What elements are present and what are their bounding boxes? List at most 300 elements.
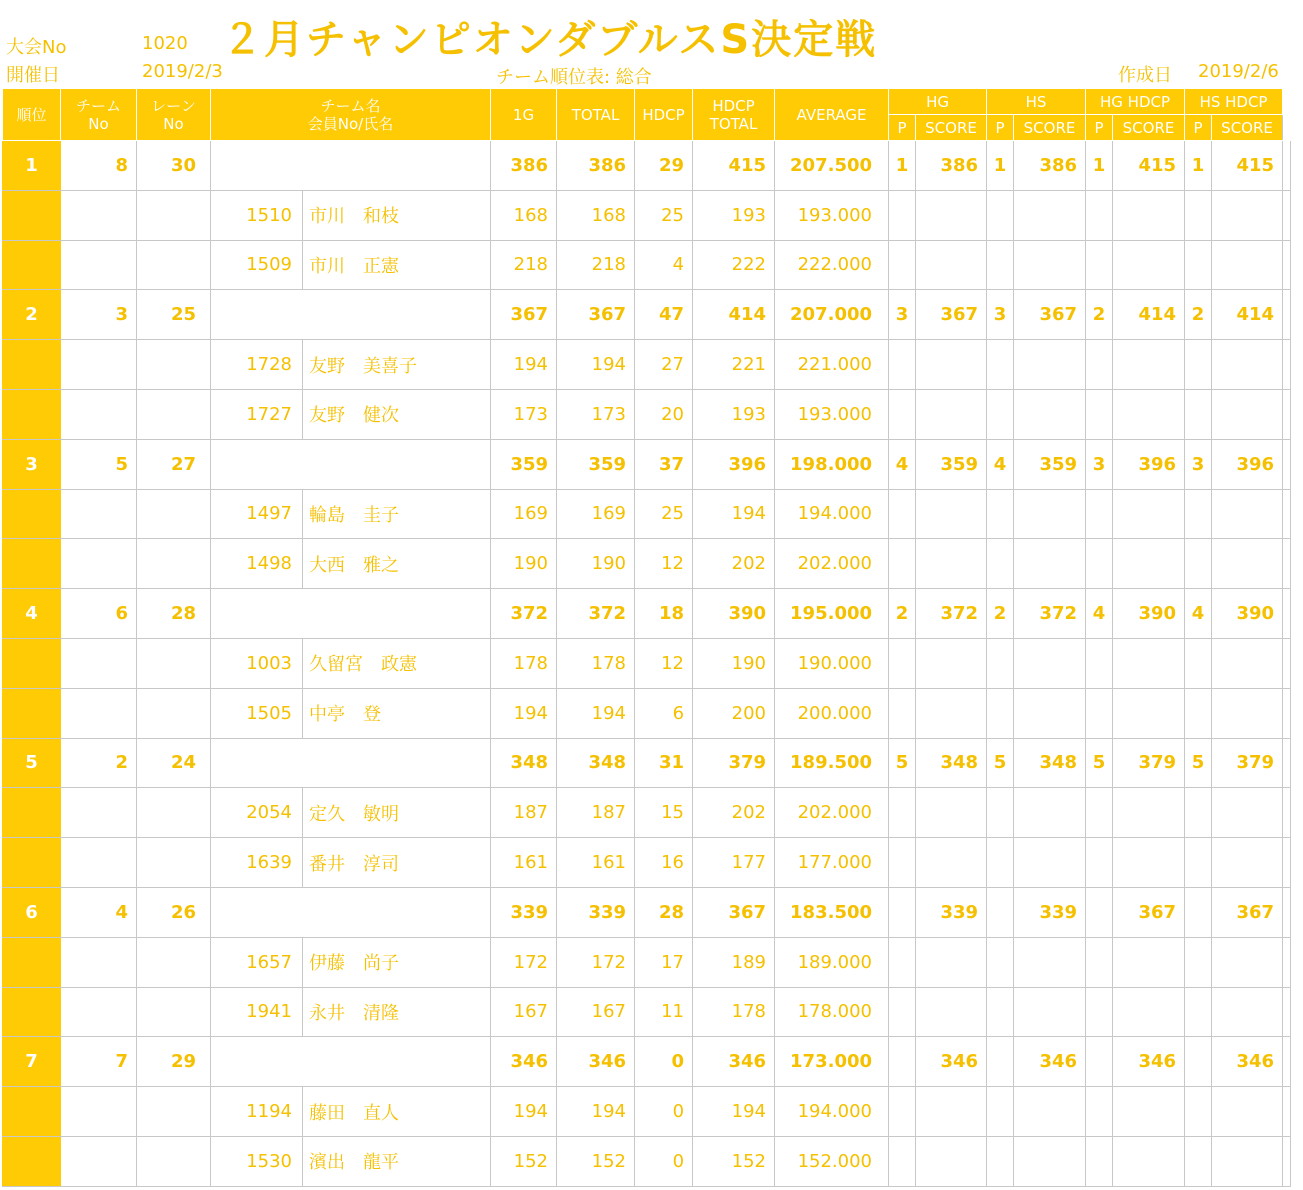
empty-cell bbox=[1185, 539, 1212, 589]
empty-cell bbox=[1113, 838, 1185, 888]
g1-cell: 194 bbox=[491, 1087, 557, 1137]
g1-cell: 168 bbox=[491, 190, 557, 240]
member-no-cell: 2054 bbox=[211, 788, 303, 838]
hs-score-cell: 372 bbox=[1014, 589, 1086, 639]
hg-place-cell: 4 bbox=[889, 439, 916, 489]
hdcp-total-cell: 200 bbox=[693, 688, 775, 738]
empty-cell bbox=[1185, 389, 1212, 439]
empty-cell bbox=[1086, 1087, 1113, 1137]
lane-no-cell bbox=[137, 489, 211, 539]
team-no-cell bbox=[61, 838, 137, 888]
hdcp-total-cell: 221 bbox=[693, 340, 775, 390]
col-rank: 順位 bbox=[3, 89, 61, 141]
page-title: ２月チャンピオンダブルスS決定戦 bbox=[222, 17, 878, 63]
member-row bbox=[3, 937, 1291, 987]
empty-cell bbox=[1014, 190, 1086, 240]
average-cell: 178.000 bbox=[775, 987, 889, 1037]
hs-hdcp-score-cell: 396 bbox=[1212, 439, 1283, 489]
g1-cell: 172 bbox=[491, 937, 557, 987]
member-no-cell: 1728 bbox=[211, 340, 303, 390]
rank-cell: 4 bbox=[3, 589, 61, 639]
hg-hdcp-place-cell: 1 bbox=[1086, 141, 1113, 191]
average-cell: 183.500 bbox=[775, 887, 889, 937]
hg-hdcp-score-cell: 390 bbox=[1113, 589, 1185, 639]
member-no-cell: 1941 bbox=[211, 987, 303, 1037]
hdcp-cell: 27 bbox=[635, 340, 693, 390]
filler-cell bbox=[1283, 141, 1291, 191]
empty-cell bbox=[916, 1087, 987, 1137]
empty-cell bbox=[987, 190, 1014, 240]
team-no-cell: 2 bbox=[61, 738, 137, 788]
hs-place-cell: 2 bbox=[987, 589, 1014, 639]
empty-cell bbox=[1113, 638, 1185, 688]
filler-cell bbox=[1283, 788, 1291, 838]
col-hg-p: P bbox=[889, 115, 916, 141]
total-cell: 187 bbox=[557, 788, 635, 838]
lane-no-cell bbox=[137, 340, 211, 390]
member-row bbox=[3, 489, 1291, 539]
hdcp-cell: 11 bbox=[635, 987, 693, 1037]
total-cell: 161 bbox=[557, 838, 635, 888]
hdcp-total-cell: 190 bbox=[693, 638, 775, 688]
empty-cell bbox=[1113, 937, 1185, 987]
empty-cell bbox=[987, 389, 1014, 439]
average-cell: 193.000 bbox=[775, 190, 889, 240]
col-hgh-score: SCORE bbox=[1113, 115, 1185, 141]
rank-cell: 5 bbox=[3, 738, 61, 788]
empty-cell bbox=[916, 838, 987, 888]
hdcp-total-cell: 379 bbox=[693, 738, 775, 788]
empty-cell bbox=[889, 937, 916, 987]
hdcp-cell: 0 bbox=[635, 1037, 693, 1087]
rank-cell: 7 bbox=[3, 1037, 61, 1087]
average-cell: 189.500 bbox=[775, 738, 889, 788]
team-no-cell: 8 bbox=[61, 141, 137, 191]
hg-place-cell: 5 bbox=[889, 738, 916, 788]
hs-score-cell: 348 bbox=[1014, 738, 1086, 788]
col-hs-hdcp: HS HDCP bbox=[1185, 89, 1283, 115]
member-name-cell: 市川 和枝 bbox=[303, 190, 491, 240]
team-no-cell bbox=[61, 389, 137, 439]
filler-cell bbox=[1283, 738, 1291, 788]
rank-cell bbox=[3, 240, 61, 290]
filler-cell bbox=[1283, 290, 1291, 340]
empty-cell bbox=[1086, 638, 1113, 688]
team-no-cell bbox=[61, 1136, 137, 1186]
total-cell: 168 bbox=[557, 190, 635, 240]
member-name-cell: 市川 正憲 bbox=[303, 240, 491, 290]
empty-cell bbox=[1185, 638, 1212, 688]
average-cell: 207.000 bbox=[775, 290, 889, 340]
hdcp-cell: 12 bbox=[635, 539, 693, 589]
empty-cell bbox=[1212, 240, 1283, 290]
team-no-cell bbox=[61, 638, 137, 688]
empty-cell bbox=[889, 1087, 916, 1137]
empty-cell bbox=[889, 838, 916, 888]
empty-cell bbox=[916, 638, 987, 688]
lane-no-cell bbox=[137, 1136, 211, 1186]
empty-cell bbox=[1086, 489, 1113, 539]
rank-cell bbox=[3, 340, 61, 390]
g1-cell: 190 bbox=[491, 539, 557, 589]
hs-hdcp-score-cell: 414 bbox=[1212, 290, 1283, 340]
lane-no-cell: 30 bbox=[137, 141, 211, 191]
rank-cell bbox=[3, 788, 61, 838]
hg-hdcp-score-cell: 346 bbox=[1113, 1037, 1185, 1087]
hs-score-cell: 367 bbox=[1014, 290, 1086, 340]
average-cell: 194.000 bbox=[775, 1087, 889, 1137]
member-row bbox=[3, 389, 1291, 439]
team-no-cell: 7 bbox=[61, 1037, 137, 1087]
created-date: 2019/2/6 bbox=[1198, 61, 1279, 82]
total-cell: 359 bbox=[557, 439, 635, 489]
empty-cell bbox=[1014, 987, 1086, 1037]
member-name-cell: 濱出 龍平 bbox=[303, 1136, 491, 1186]
hs-hdcp-score-cell: 390 bbox=[1212, 589, 1283, 639]
empty-cell bbox=[987, 1136, 1014, 1186]
average-cell: 193.000 bbox=[775, 389, 889, 439]
member-no-cell: 1530 bbox=[211, 1136, 303, 1186]
hg-hdcp-place-cell: 5 bbox=[1086, 738, 1113, 788]
empty-cell bbox=[916, 190, 987, 240]
rank-cell bbox=[3, 838, 61, 888]
hg-place-cell: 1 bbox=[889, 141, 916, 191]
empty-cell bbox=[1212, 838, 1283, 888]
empty-cell bbox=[1185, 489, 1212, 539]
total-cell: 172 bbox=[557, 937, 635, 987]
empty-cell bbox=[1185, 688, 1212, 738]
col-team-no: チーム No bbox=[61, 89, 137, 141]
lane-no-cell bbox=[137, 838, 211, 888]
col-hdcp: HDCP bbox=[635, 89, 693, 141]
empty-cell bbox=[1185, 340, 1212, 390]
filler-cell bbox=[1283, 240, 1291, 290]
filler-cell bbox=[1283, 887, 1291, 937]
col-hsh-score: SCORE bbox=[1212, 115, 1283, 141]
team-no-cell bbox=[61, 340, 137, 390]
hs-hdcp-place-cell: 2 bbox=[1185, 290, 1212, 340]
hdcp-total-cell: 193 bbox=[693, 190, 775, 240]
empty-cell bbox=[1212, 389, 1283, 439]
empty-cell bbox=[1113, 1136, 1185, 1186]
empty-cell bbox=[1185, 788, 1212, 838]
team-no-cell: 5 bbox=[61, 439, 137, 489]
empty-cell bbox=[1212, 489, 1283, 539]
empty-cell bbox=[1212, 987, 1283, 1037]
tournament-no: 1020 bbox=[142, 33, 188, 54]
member-name-cell: 番井 淳司 bbox=[303, 838, 491, 888]
member-row bbox=[3, 788, 1291, 838]
hs-score-cell: 346 bbox=[1014, 1037, 1086, 1087]
team-name-cell bbox=[211, 439, 491, 489]
empty-cell bbox=[1212, 937, 1283, 987]
empty-cell bbox=[1113, 340, 1185, 390]
member-row bbox=[3, 240, 1291, 290]
average-cell: 152.000 bbox=[775, 1136, 889, 1186]
empty-cell bbox=[1086, 838, 1113, 888]
member-no-cell: 1510 bbox=[211, 190, 303, 240]
g1-cell: 348 bbox=[491, 738, 557, 788]
lane-no-cell bbox=[137, 539, 211, 589]
empty-cell bbox=[916, 788, 987, 838]
hdcp-total-cell: 222 bbox=[693, 240, 775, 290]
team-no-cell bbox=[61, 937, 137, 987]
rank-cell bbox=[3, 539, 61, 589]
empty-cell bbox=[1185, 190, 1212, 240]
hg-hdcp-score-cell: 415 bbox=[1113, 141, 1185, 191]
total-cell: 367 bbox=[557, 290, 635, 340]
hs-place-cell: 3 bbox=[987, 290, 1014, 340]
empty-cell bbox=[889, 340, 916, 390]
g1-cell: 194 bbox=[491, 688, 557, 738]
g1-cell: 386 bbox=[491, 141, 557, 191]
member-name-cell: 伊藤 尚子 bbox=[303, 937, 491, 987]
empty-cell bbox=[987, 987, 1014, 1037]
empty-cell bbox=[1113, 240, 1185, 290]
g1-cell: 152 bbox=[491, 1136, 557, 1186]
hs-score-cell: 359 bbox=[1014, 439, 1086, 489]
team-no-cell bbox=[61, 688, 137, 738]
total-cell: 169 bbox=[557, 489, 635, 539]
hdcp-total-cell: 390 bbox=[693, 589, 775, 639]
empty-cell bbox=[1086, 1136, 1113, 1186]
lane-no-cell bbox=[137, 1087, 211, 1137]
filler-cell bbox=[1283, 638, 1291, 688]
team-name-cell bbox=[211, 141, 491, 191]
team-row bbox=[3, 738, 1291, 788]
team-name-cell bbox=[211, 887, 491, 937]
team-no-cell: 3 bbox=[61, 290, 137, 340]
average-cell: 189.000 bbox=[775, 937, 889, 987]
empty-cell bbox=[916, 688, 987, 738]
hs-place-cell: 5 bbox=[987, 738, 1014, 788]
filler-cell bbox=[1283, 539, 1291, 589]
hs-hdcp-place-cell: 4 bbox=[1185, 589, 1212, 639]
empty-cell bbox=[1014, 1136, 1086, 1186]
lane-no-cell: 24 bbox=[137, 738, 211, 788]
team-name-cell bbox=[211, 290, 491, 340]
member-no-cell: 1497 bbox=[211, 489, 303, 539]
col-lane-no: レーン No bbox=[137, 89, 211, 141]
hdcp-cell: 47 bbox=[635, 290, 693, 340]
hdcp-total-cell: 414 bbox=[693, 290, 775, 340]
member-name-cell: 中亭 登 bbox=[303, 688, 491, 738]
filler-cell bbox=[1283, 589, 1291, 639]
empty-cell bbox=[1212, 1087, 1283, 1137]
hdcp-cell: 4 bbox=[635, 240, 693, 290]
team-row bbox=[3, 1037, 1291, 1087]
hdcp-total-cell: 346 bbox=[693, 1037, 775, 1087]
hg-place-cell: 3 bbox=[889, 290, 916, 340]
hdcp-cell: 31 bbox=[635, 738, 693, 788]
filler-cell bbox=[1283, 439, 1291, 489]
lane-no-cell bbox=[137, 788, 211, 838]
member-row bbox=[3, 688, 1291, 738]
empty-cell bbox=[1185, 838, 1212, 888]
total-cell: 178 bbox=[557, 638, 635, 688]
team-no-cell bbox=[61, 190, 137, 240]
hg-score-cell: 346 bbox=[916, 1037, 987, 1087]
lane-no-cell bbox=[137, 937, 211, 987]
empty-cell bbox=[1086, 788, 1113, 838]
filler-cell bbox=[1283, 190, 1291, 240]
hdcp-cell: 18 bbox=[635, 589, 693, 639]
team-name-cell bbox=[211, 738, 491, 788]
empty-cell bbox=[916, 987, 987, 1037]
empty-cell bbox=[1113, 539, 1185, 589]
hg-hdcp-score-cell: 379 bbox=[1113, 738, 1185, 788]
filler-cell bbox=[1283, 389, 1291, 439]
empty-cell bbox=[1086, 688, 1113, 738]
hg-score-cell: 359 bbox=[916, 439, 987, 489]
empty-cell bbox=[916, 1136, 987, 1186]
empty-cell bbox=[889, 489, 916, 539]
table-label: チーム順位表: 総合 bbox=[496, 67, 652, 88]
hdcp-total-cell: 202 bbox=[693, 788, 775, 838]
average-cell: 190.000 bbox=[775, 638, 889, 688]
empty-cell bbox=[1113, 1087, 1185, 1137]
team-no-cell bbox=[61, 489, 137, 539]
g1-cell: 173 bbox=[491, 389, 557, 439]
empty-cell bbox=[1212, 638, 1283, 688]
hs-score-cell: 339 bbox=[1014, 887, 1086, 937]
lane-no-cell: 29 bbox=[137, 1037, 211, 1087]
col-hg-hdcp: HG HDCP bbox=[1086, 89, 1185, 115]
empty-cell bbox=[987, 638, 1014, 688]
average-cell: 222.000 bbox=[775, 240, 889, 290]
team-no-cell bbox=[61, 788, 137, 838]
member-name-cell: 輪島 圭子 bbox=[303, 489, 491, 539]
member-row bbox=[3, 1136, 1291, 1186]
rank-cell bbox=[3, 1136, 61, 1186]
g1-cell: 167 bbox=[491, 987, 557, 1037]
filler-cell bbox=[1283, 987, 1291, 1037]
hs-place-cell bbox=[987, 1037, 1014, 1087]
hg-hdcp-place-cell: 4 bbox=[1086, 589, 1113, 639]
hs-hdcp-place-cell: 5 bbox=[1185, 738, 1212, 788]
total-cell: 386 bbox=[557, 141, 635, 191]
hdcp-cell: 0 bbox=[635, 1136, 693, 1186]
hs-hdcp-score-cell: 346 bbox=[1212, 1037, 1283, 1087]
hs-hdcp-place-cell: 1 bbox=[1185, 141, 1212, 191]
average-cell: 195.000 bbox=[775, 589, 889, 639]
empty-cell bbox=[1014, 489, 1086, 539]
col-hs-p: P bbox=[987, 115, 1014, 141]
lane-no-cell: 25 bbox=[137, 290, 211, 340]
team-name-cell bbox=[211, 589, 491, 639]
hg-score-cell: 348 bbox=[916, 738, 987, 788]
hg-hdcp-place-cell: 2 bbox=[1086, 290, 1113, 340]
team-row bbox=[3, 290, 1291, 340]
empty-cell bbox=[889, 688, 916, 738]
filler-cell bbox=[1283, 489, 1291, 539]
empty-cell bbox=[889, 1136, 916, 1186]
col-average: AVERAGE bbox=[775, 89, 889, 141]
hg-place-cell: 2 bbox=[889, 589, 916, 639]
lane-no-cell bbox=[137, 987, 211, 1037]
lane-no-cell bbox=[137, 638, 211, 688]
empty-cell bbox=[1212, 539, 1283, 589]
total-cell: 167 bbox=[557, 987, 635, 1037]
lane-no-cell: 26 bbox=[137, 887, 211, 937]
member-name-cell: 友野 健次 bbox=[303, 389, 491, 439]
g1-cell: 169 bbox=[491, 489, 557, 539]
empty-cell bbox=[1185, 937, 1212, 987]
empty-cell bbox=[1086, 539, 1113, 589]
date-label: 開催日 bbox=[6, 65, 60, 86]
hg-hdcp-place-cell: 3 bbox=[1086, 439, 1113, 489]
hdcp-total-cell: 178 bbox=[693, 987, 775, 1037]
hg-score-cell: 372 bbox=[916, 589, 987, 639]
hg-score-cell: 367 bbox=[916, 290, 987, 340]
total-cell: 194 bbox=[557, 1087, 635, 1137]
empty-cell bbox=[1113, 788, 1185, 838]
hs-hdcp-score-cell: 379 bbox=[1212, 738, 1283, 788]
empty-cell bbox=[987, 688, 1014, 738]
empty-cell bbox=[1014, 240, 1086, 290]
member-name-cell: 定久 敏明 bbox=[303, 788, 491, 838]
empty-cell bbox=[1014, 638, 1086, 688]
hdcp-total-cell: 396 bbox=[693, 439, 775, 489]
member-no-cell: 1657 bbox=[211, 937, 303, 987]
member-no-cell: 1498 bbox=[211, 539, 303, 589]
empty-cell bbox=[1086, 190, 1113, 240]
empty-cell bbox=[889, 987, 916, 1037]
col-hg: HG bbox=[889, 89, 987, 115]
empty-cell bbox=[1113, 389, 1185, 439]
total-cell: 190 bbox=[557, 539, 635, 589]
total-cell: 173 bbox=[557, 389, 635, 439]
hdcp-cell: 12 bbox=[635, 638, 693, 688]
hdcp-cell: 25 bbox=[635, 190, 693, 240]
empty-cell bbox=[1014, 539, 1086, 589]
empty-cell bbox=[1185, 1136, 1212, 1186]
member-row bbox=[3, 340, 1291, 390]
total-cell: 194 bbox=[557, 688, 635, 738]
hdcp-cell: 15 bbox=[635, 788, 693, 838]
empty-cell bbox=[1086, 340, 1113, 390]
hdcp-total-cell: 194 bbox=[693, 1087, 775, 1137]
hdcp-total-cell: 367 bbox=[693, 887, 775, 937]
empty-cell bbox=[889, 389, 916, 439]
rank-cell: 6 bbox=[3, 887, 61, 937]
team-no-cell bbox=[61, 240, 137, 290]
hg-place-cell bbox=[889, 887, 916, 937]
member-no-cell: 1509 bbox=[211, 240, 303, 290]
hdcp-total-cell: 194 bbox=[693, 489, 775, 539]
hdcp-total-cell: 152 bbox=[693, 1136, 775, 1186]
col-team-name: チーム名 会員No/氏名 bbox=[211, 89, 491, 141]
event-date: 2019/2/3 bbox=[142, 61, 223, 82]
team-no-cell: 4 bbox=[61, 887, 137, 937]
hg-place-cell bbox=[889, 1037, 916, 1087]
team-no-cell bbox=[61, 987, 137, 1037]
empty-cell bbox=[1014, 1087, 1086, 1137]
col-hg-score: SCORE bbox=[916, 115, 987, 141]
filler-cell bbox=[1283, 838, 1291, 888]
total-cell: 152 bbox=[557, 1136, 635, 1186]
average-cell: 173.000 bbox=[775, 1037, 889, 1087]
lane-no-cell: 28 bbox=[137, 589, 211, 639]
empty-cell bbox=[987, 937, 1014, 987]
empty-cell bbox=[987, 489, 1014, 539]
filler-cell bbox=[1283, 1087, 1291, 1137]
empty-cell bbox=[916, 539, 987, 589]
empty-cell bbox=[987, 539, 1014, 589]
team-row bbox=[3, 439, 1291, 489]
total-cell: 194 bbox=[557, 340, 635, 390]
empty-cell bbox=[1185, 987, 1212, 1037]
